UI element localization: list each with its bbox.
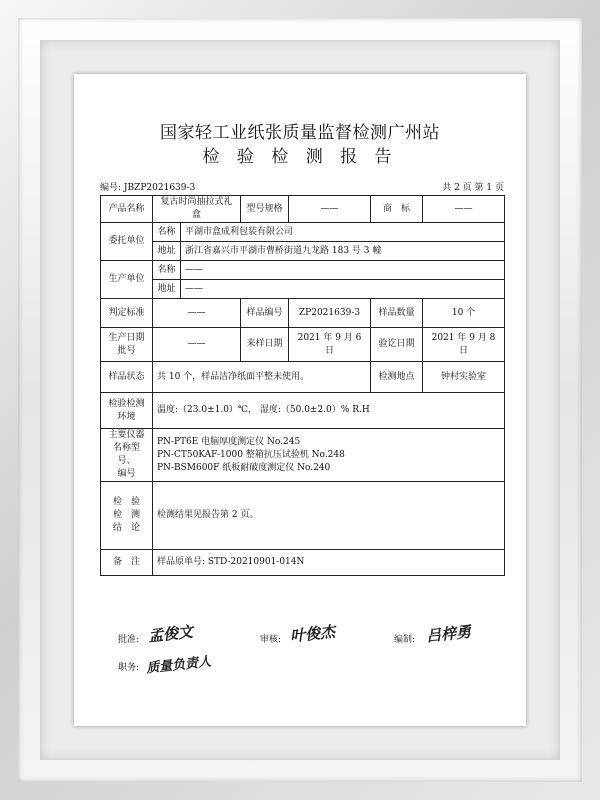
conclusion-value: 检测结果见报告第 2 页。	[153, 482, 505, 550]
conclusion-label: 检 验 检 测 结 论	[101, 482, 153, 550]
finish-date-label: 验讫日期	[371, 328, 423, 362]
instruments-label: 主要仪器 名称型号、 编号	[101, 429, 153, 482]
instruments-value	[153, 429, 505, 482]
review-signature: 叶俊杰	[289, 622, 336, 646]
remark-value: 样品原单号: STD-20210901-014N	[153, 550, 505, 576]
table-row	[101, 242, 505, 261]
entrust-name-label: 名称	[153, 223, 181, 242]
test-location-label: 检测地点	[371, 362, 423, 393]
report-number: 编号: JBZP2021639-3	[100, 183, 196, 193]
producer-name-label: 名称	[153, 261, 181, 280]
edit-signature: 吕梓勇	[425, 622, 472, 646]
table-row	[101, 280, 505, 299]
producer-address-label: 地址	[153, 280, 181, 299]
report-paper	[74, 74, 526, 726]
org-title: 国家轻工业纸张质量监督检测广州站	[160, 123, 440, 143]
duty-signature: 质量负责人	[145, 654, 212, 677]
table-row	[101, 196, 505, 223]
remark-label: 备 注	[101, 550, 153, 576]
producer-label: 生产单位	[101, 261, 153, 299]
produce-date-label: 生产日期 批号	[101, 328, 153, 362]
table-row	[101, 261, 505, 280]
instrument-line: PN-CT50KAF-1000 整箱抗压试验机 No.248	[157, 449, 345, 460]
standard-label: 判定标准	[101, 299, 153, 328]
trademark-label: 商 标	[371, 196, 423, 223]
entrust-unit-label: 委托单位	[101, 223, 153, 261]
table-row	[101, 362, 505, 393]
duty-label: 职务:	[118, 663, 140, 673]
report-table	[100, 195, 505, 576]
entrust-address-label: 地址	[153, 242, 181, 261]
trademark-value: ——	[423, 196, 505, 223]
review-label: 审核:	[260, 635, 282, 645]
table-row	[101, 550, 505, 576]
sample-no-label: 样品编号	[241, 299, 289, 328]
sample-state-label: 样品状态	[101, 362, 153, 393]
table-row	[101, 223, 505, 242]
table-row	[101, 299, 505, 328]
model-spec-value: ——	[289, 196, 371, 223]
table-row	[101, 482, 505, 550]
produce-date-value: ——	[153, 328, 241, 362]
entrust-name-value: 平湖市盒成利包装有限公司	[181, 223, 505, 242]
producer-address-value: ——	[181, 280, 505, 299]
sample-qty-label: 样品数量	[371, 299, 423, 328]
page-count: 共 2 页 第 1 页	[442, 183, 504, 193]
table-row	[101, 393, 505, 429]
finish-date-value: 2021 年 9 月 8 日	[423, 328, 505, 362]
environment-value: 温度:（23.0±1.0）℃， 湿度:（50.0±2.0）% R.H	[153, 393, 505, 429]
table-row	[101, 429, 505, 482]
model-spec-label: 型号规格	[241, 196, 289, 223]
edit-label: 编制:	[394, 635, 416, 645]
sample-state-value: 共 10 个，样品洁净纸面平整未使用。	[153, 362, 371, 393]
environment-label: 检验检测 环境	[101, 393, 153, 429]
producer-name-value: ——	[181, 261, 505, 280]
table-row	[101, 328, 505, 362]
sample-no-value: ZP2021639-3	[289, 299, 371, 328]
sampling-date-label: 来样日期	[241, 328, 289, 362]
standard-value: ——	[153, 299, 241, 328]
approve-label: 批准:	[118, 635, 140, 645]
product-name-label: 产品名称	[101, 196, 153, 223]
instrument-line: PN-BSM600F 纸板耐破度测定仪 No.240	[157, 462, 331, 473]
instrument-line: PN-PT6E 电脑厚度测定仪 No.245	[157, 436, 301, 447]
test-location-value: 钟村实验室	[423, 362, 505, 393]
sample-qty-value: 10 个	[423, 299, 505, 328]
approve-signature: 孟俊文	[147, 622, 194, 646]
sampling-date-value: 2021 年 9 月 6 日	[289, 328, 371, 362]
product-name-value: 复古时尚抽拉式礼盒	[153, 196, 241, 223]
report-title: 检 验 检 测 报 告	[202, 147, 398, 167]
entrust-address-value: 浙江省嘉兴市平湖市曹桥街道九龙路 183 号 3 幢	[181, 242, 505, 261]
